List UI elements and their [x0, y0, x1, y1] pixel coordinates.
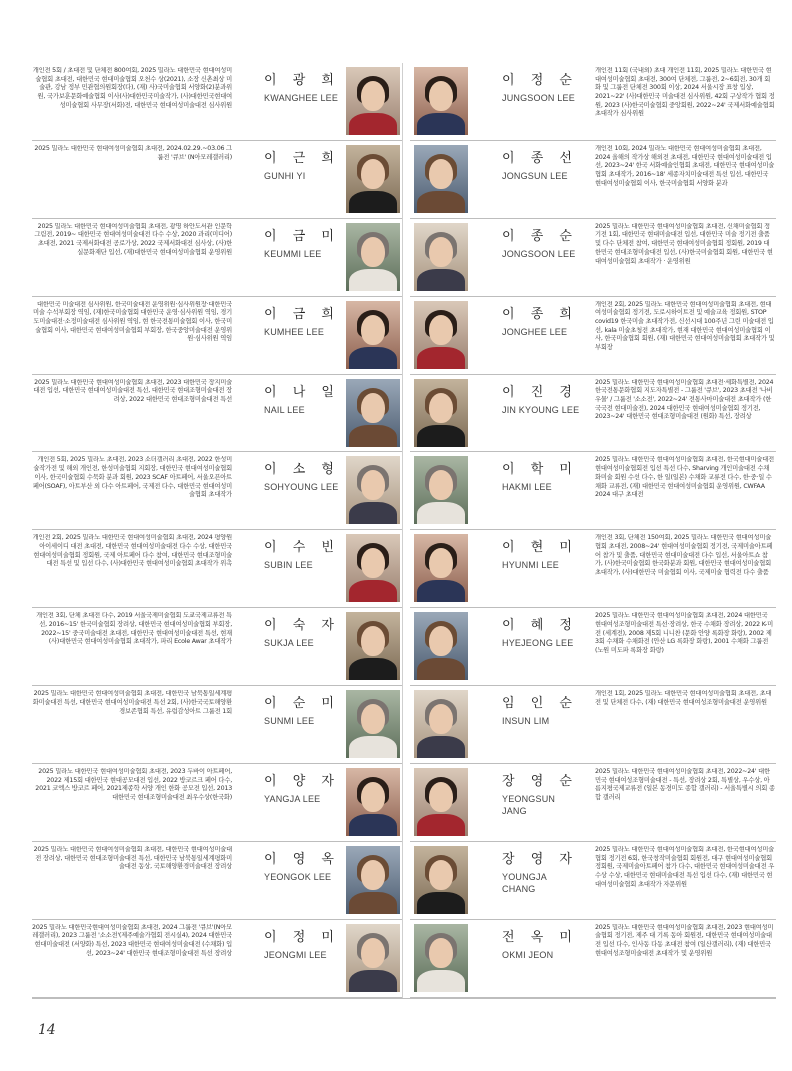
artist-bio: 개인전 3회, 단체 초대전 다수, 2019 서울국제미술협회 도쿄국제교류전 특선, 2016~15' 한국미술협회 장려상, 대한민국 현대여성미술협회 부회장, 2022~15' 중국미술대전 초대전, 대한민국 현대여성미술대전 특선, 현재 (사)대한민국 현대여성미술협회 초대작가, 파리 Ecole Awar 초대작가: [36, 612, 232, 646]
artist-entry: [410, 375, 776, 453]
artist-name-english: HAKMI LEE: [502, 482, 552, 493]
artist-portrait-photo: [346, 67, 400, 135]
artist-entry: [410, 764, 776, 842]
artist-entry: [410, 920, 776, 998]
artist-name-english: JONGHEE LEE: [502, 326, 568, 337]
artist-name-block: [502, 926, 582, 961]
artist-name-korean: 이 진 경: [502, 384, 578, 400]
artist-name-block: [502, 458, 582, 493]
artist-name-korean: 이 소 형: [264, 462, 340, 478]
artist-bio: 2025 밀라노 대한민국 현대여성미술협회 초대전, 2023 두바이 아트페어, 2022 제15회 대한민국 현대공모대전 입선, 2022 방코르크 페어 다수, 2021 코엑스 방코르 페어, 2021제종학 서양 개인 한화 공모전 입선, 2013 대한민국 현대조형미술대전 최우수상(한국화): [35, 768, 232, 802]
artist-bio: 2025 밀라노 대한민국 현대여성미술협회 초대전, 광명 하안도서관 인문학 그림전, 2019~ 대한민국 현대여성미술대전 다수 수상, 2020 과리(미디어)초대전, 2021 국제서화대전 공로가상, 2022 국제서화대전 심사상, (사)한실문화재단 입선, (재)대한민국 현대여성미술협회 운영위원: [34, 222, 232, 256]
artist-bio: 2025 밀라노 대한민국 현대여성미술협회 초대전, 2024 대한민국 현대여성조형미술대전 특선·장려상, 한국 수채화 장려상, 2022 K-미전 (세계전), 2008 제5회 니니찬 (문화 안양 록화장 화랑), 2002 제3회 수채화 수채화전 (안산 LG 록화장 화랑), 2001 수채화 그룹전 (노원 미도파 록화장 화랑): [595, 612, 773, 654]
artist-name-block: [264, 692, 344, 727]
artist-name-block: [264, 614, 344, 649]
artist-name-korean: 이 숙 자: [264, 618, 340, 634]
artist-name-block: [264, 458, 344, 493]
artist-bio: 2025 밀라노 대한민국 현대여성미술협회 초대전, 2022~24' 대한민국 현대여성조형미술대전 - 특선, 장려상 2회, 특별상, 우수상, 아름지평국제교류전 (일본 동경미도 종합 갤러리) - 서울특별시 의회 종합 갤러리: [595, 768, 775, 802]
artist-entry: [32, 141, 402, 219]
artist-name-block: [502, 692, 582, 727]
artist-entry: [410, 219, 776, 297]
artist-name-block: [502, 225, 582, 260]
artist-portrait-photo: [414, 846, 468, 914]
artist-portrait-photo: [414, 145, 468, 213]
artist-entry: [32, 375, 402, 453]
artist-name-block: [264, 225, 344, 260]
artist-bio: 개인전 5회 / 초대전 및 단체전 800여회, 2025 밀라노 대한민국 현대여성미술협회 초대전, 대한민국 현대미술협회 오천수 상(2021), 소장 신촌최상 미술관, 강남 정부 민관협의원회장(다), (재) 사)국미술협회 서양화(2)분과위원, 국가보훈문화예술협회 이사(사)대한민국미술작가, (사)대한민국현대여성미술협회 사무장(서화)전, 대한민국 현대여성미술대전 심사위원: [32, 67, 232, 109]
artist-portrait-photo: [346, 690, 400, 758]
artist-name-korean: 이 영 옥: [264, 851, 340, 867]
artist-name-english: KWANGHEE LEE: [264, 93, 339, 103]
artist-entry: [410, 608, 776, 686]
artist-name-english: YANGJA LEE: [264, 794, 321, 805]
artist-name-english: YOUNGJA CHANG: [502, 871, 547, 895]
artist-portrait-photo: [414, 67, 468, 135]
artist-name-block: [502, 848, 582, 895]
artist-entry: [32, 686, 402, 764]
artist-name-english: SUKJA LEE: [264, 638, 314, 649]
artist-entry: [32, 219, 402, 297]
artist-name-english: INSUN LIM: [502, 716, 550, 727]
artist-entry: [32, 920, 402, 998]
directory-page: [32, 63, 776, 998]
artist-name-block: [264, 848, 344, 883]
artist-name-korean: 이 광 희: [264, 73, 340, 88]
artist-bio: 개인전 2회, 2025 밀라노 대한민국 현대여성미술협회 초대전, 현대여성미술협회 정기전, 도로시하이트전 및 예술교육 정회원, STOP covid19 한국미술 초대작가전, 신선시대 100주년 그린 미술대전 입선, kala 미술초청전 초대작가, 현재 대한민국 현대여성미술협회 이사, 한국미술협회 회원, (재) 대한민국 현대여성미술협회 초대작가 및 부회장: [595, 300, 775, 352]
artist-name-korean: 이 금 미: [264, 228, 340, 244]
artist-name-korean: 이 정 순: [502, 73, 578, 88]
artist-bio: 2025 밀라노 대한민국현대여성미술협회 초대전, 2024 그룹전 '큐브'(N아모레갤러리), 2023 그룹전 '소소전'(제주예술가협회 전시실4), 2024 대한민국 현대미술대전 (서양화) 특선, 2023 대한민국 현대여성미술대전 (수채화) 입선, 2023~24' 대한민국 현대조형미술대전 특선 장려상: [32, 923, 232, 957]
artist-name-english: HYUNMI LEE: [502, 560, 560, 571]
artist-portrait-photo: [346, 846, 400, 914]
artist-portrait-photo: [346, 223, 400, 291]
artist-name-block: [502, 536, 582, 571]
artist-bio: 2025 밀라노 대한민국 현대여성미술협회 초대전, 2023 현대여성미술협회 정기전, 제주 대 기록 동아 회원전, 대한민국 현대여성미술대전 입선 다수, 인사동 다동 초대전 참여 (일산갤러리), (재) 대한민국 현대여성조형미술대전 초대작가 및 운영위원: [595, 923, 774, 957]
left-column: [32, 63, 403, 998]
artist-portrait-photo: [346, 456, 400, 524]
artist-name-block: [502, 381, 582, 416]
artist-portrait-photo: [414, 690, 468, 758]
artist-entry: [410, 530, 776, 608]
artist-entry: [410, 297, 776, 375]
artist-name-english: YEONGSUN JANG: [502, 794, 556, 817]
artist-entry: [32, 297, 402, 375]
artist-name-english: GUNHI YI: [264, 170, 306, 181]
artist-name-korean: 이 양 자: [264, 774, 340, 790]
artist-name-english: JONGSUN LEE: [502, 170, 568, 181]
artist-name-english: JONGSOON LEE: [502, 248, 576, 259]
artist-name-block: [502, 303, 582, 338]
artist-portrait-photo: [414, 379, 468, 447]
artist-name-korean: 이 종 순: [502, 228, 578, 244]
artist-entry: [410, 686, 776, 764]
artist-portrait-photo: [346, 924, 400, 992]
artist-name-english: NAIL LEE: [264, 404, 305, 415]
artist-entry: [32, 63, 402, 141]
artist-bio: 2025 밀라노 대한민국 현대여성미술협회 초대전·세화특별전, 2024 한국전통문화협회 지도자특별전 - 그룹전 '큐브', 2023 초대전 '나비우물' / 그룹전 '소소전', 2022~24' 전통사마미술대전 초대작가 (한국국전 현대미술전), 2024 대한민국 현대여성미술협회 정기전, 2023~24' 대한민국 현대조형미술대전 (원화) 특선, 장려상: [595, 378, 774, 421]
artist-bio: 개인전 11회 (국내외) 초대 개인전 11회, 2025 밀라노 대한민국 현대여성미술협회 초대전, 300여 단체전, 그룹전, 2~6회전, 30개 회화 및 그룹전 단체전 300회 이상, 2024 서울시장 표창 입상, 2021~22' (사)대한민국 미술대전 심사위원, 42회 구상작가 협회 정원, 2023 (사)한국미술협회 중앙회원, 2022~24' 국제서화예술협회 초대작가 심사위원: [595, 67, 775, 118]
artist-name-block: [264, 147, 344, 182]
artist-bio: 개인전 3회, 단체전 150여회, 2025 밀라노 대한민국 현대여성미술협회 초대전, 2008~24' 현대여성미술협회 정기전, 국제미술아트페어 참가 및 출품, 대한민국 현대미술대전 다수 입선, 서울아트쇼 참가, (사)한국미술협회 한국화분과 회원, 대한민국 현대여성미술협회 초대작가, (사)대한민국 미술협회 이사, 국제미술 협력전 다수 출품: [595, 534, 773, 577]
artist-name-korean: 이 종 선: [502, 150, 578, 166]
artist-name-korean: 이 학 미: [502, 462, 578, 478]
artist-name-english: KEUMMI LEE: [264, 248, 322, 259]
artist-entry: [410, 452, 776, 530]
artist-bio: 2025 밀라노 대한민국 현대여성미술협회 초대전, 한국현대미술대전 현대여성미술협회전 입선 특선 다수, Sharving 개인미술대전 수채화미술 회원 수선 다수, 한 일(일본) 수채화 교류전 다수, 한·중·일 수채화 교류전, (재) 대한민국 현대여성미술협회 운영위원, CWFAA 2024 대구 초대전: [595, 456, 774, 499]
artist-name-block: [264, 69, 344, 104]
artist-name-korean: 이 순 미: [264, 696, 340, 712]
artist-name-english: KUMHEE LEE: [264, 326, 325, 337]
artist-bio: 개인전 5회, 2025 밀라노 초대전, 2023 소더갤러리 초대전, 2022 한성미술작가전 및 해외 개인전, 한성미술협회 지회장, 대한민국 현대여성미술협회 이사, 한국미술협회 수묵화 분과 회원, 2023 SCAF 아트페어, 서울오픈아트페어(SOAF), 아트부산 외 다수 아트페어, 국제전 다수, 대한민국 현대여성미술협회 초대작가: [32, 456, 232, 499]
artist-portrait-photo: [414, 223, 468, 291]
artist-name-korean: 이 금 희: [264, 306, 340, 322]
artist-portrait-photo: [346, 145, 400, 213]
artist-portrait-photo: [414, 768, 468, 836]
artist-name-korean: 이 수 빈: [264, 540, 340, 556]
artist-name-korean: 이 종 희: [502, 306, 578, 322]
artist-bio: 2025 밀라노 대한민국 현대여성미술협회 초대전, 대한민국 현대여성미술대전 장려상, 대한민국 현대조형미술대전 특선, 대한민국 남북통일세계평화미술대전 동상, 국토해양환경미술대전 장려상: [33, 845, 232, 871]
bottom-rule: [32, 998, 776, 999]
artist-name-korean: 이 나 일: [264, 384, 340, 400]
artist-bio: 개인전 2회, 2025 밀라노 대한민국 현대여성미술협회 초대전, 2024 평양원 아이세이디 대전 초대전, 대한민국 현대여성미술대전 다수 수상, 대한민국 현대여성미술협회 정회원, 국제 아트페어 다수 참여, 대한민국 현대조형미술대전 특선 및 입선 다수, (사)대한민국 현대여성미술협회 초대작가 위촉: [32, 534, 232, 568]
artist-bio: 대한민국 미술대전 심사위원, 한국미술대전 운영위원·심사위원장·대한민국미술 수석부회장 역임, (재)한국미술협회 대한민국 운영·심사위원 역임, 경기도미술대전·소정미술대전 심사위원 역임, 현 한국전통미술협회 이사, 한국미술협회 이사, 대한민국 현대여성미술협회 부회장, 한국중앙미술대전 운영위원·심사위원 역임: [32, 300, 232, 343]
artist-entry: [410, 842, 776, 920]
artist-portrait-photo: [414, 456, 468, 524]
artist-entry: [32, 608, 402, 686]
artist-portrait-photo: [414, 924, 468, 992]
artist-portrait-photo: [414, 612, 468, 680]
artist-name-block: [264, 536, 344, 571]
artist-name-block: [502, 614, 582, 649]
artist-name-korean: 이 근 희: [264, 150, 340, 166]
artist-portrait-photo: [414, 534, 468, 602]
artist-name-block: [264, 303, 344, 338]
artist-bio: 개인전 1회, 2025 밀라노 대한민국 현대여성미술협회 초대전, 초대전 및 단체전 다수, (재) 대한민국 현대여성조형미술대전 운영위원: [595, 690, 772, 706]
artist-portrait-photo: [414, 301, 468, 369]
artist-portrait-photo: [346, 534, 400, 602]
artist-entry: [32, 842, 402, 920]
artist-entry: [32, 530, 402, 608]
artist-name-english: JUNGSOON LEE: [502, 93, 575, 103]
artist-bio: 개인전 10회, 2024 밀라노 대한민국 현대여성미술협회 초대전, 2024 올해의 작가상 해외전 초대전, 대한민국 현대여성미술대전 입선, 2023~24' 한국 서화예술인협회 초대전, 대한민국 현대여성미술협회 초대작가, 2016~18' 세종자치미술대전 특선 입선, 대한민국 현대여성미술협회 이사, 한국미술협회 서양화 분과: [595, 144, 775, 187]
artist-name-block: [264, 770, 344, 805]
artist-name-english: SUBIN LEE: [264, 560, 313, 571]
artist-name-english: SOHYOUNG LEE: [264, 482, 339, 493]
artist-name-korean: 이 현 미: [502, 540, 578, 556]
artist-bio: 2025 밀라노 대한민국 현대여성미술협회 초대전, 2023 대한민국 장지미술대전 입선, 대한민국 현대여성미술대전 특선, 대한민국 현대조형미술대전 장려상, 2022 대한민국 현대조형미술대전 특선: [33, 378, 232, 403]
artist-name-korean: 장 영 자: [502, 851, 578, 867]
artist-bio: 2025 밀라노 대한민국 현대여성미술협회 초대전, 신채미술협회 정기전 1회, 대한민국 현대미술대전 입선, 대한민국 미술 정기전 출품 및 다수 단체전 참여, 대한민국 현대여성미술협회 정회원, 2019 대한민국 현대조형미술대전 입선, (사)한국미술협회 회원, 대한민국 현대여성미술협회 초대작가 · 운영위원: [595, 222, 773, 265]
artist-portrait-photo: [346, 768, 400, 836]
artist-name-block: [502, 770, 582, 817]
artist-name-korean: 임 인 순: [502, 696, 578, 712]
artist-name-block: [264, 926, 344, 961]
artist-name-block: [502, 147, 582, 182]
artist-portrait-photo: [346, 612, 400, 680]
artist-entry: [32, 764, 402, 842]
artist-portrait-photo: [346, 301, 400, 369]
artist-name-korean: 전 옥 미: [502, 929, 578, 945]
artist-name-korean: 이 혜 정: [502, 618, 578, 634]
right-column: [410, 63, 776, 998]
artist-bio: 2025 밀라노 대한민국 현대여성미술협회 초대전, 대한민국 남북통일세계평화미술대전 특선, 대한민국 현대여성미술대전 특선 2회, (사)한국국토해양환경보존협회 특선, 유럽감성아트 그룹전 1회: [32, 690, 232, 715]
artist-bio: 2025 밀라노 대한민국 현대여성미술협회 초대전, 2024.02.29.~03.06 그룹전 '큐브' (N아모레갤러리): [34, 144, 232, 161]
artist-name-english: YEONGOK LEE: [264, 871, 332, 882]
artist-portrait-photo: [346, 379, 400, 447]
artist-name-korean: 장 영 순: [502, 774, 578, 790]
artist-entry: [32, 452, 402, 530]
artist-bio: 2025 밀라노 대한민국 현대여성미술협회 초대전, 한국현대여성미술협회 정기전 6회, 한국창작미술협회 회원전, 대구 현대여성미술협회 정회원, 국제미술아트페어 참가 다수, 대한민국 현대여성미술대전 우수상 수상, 대한민국 현대미술대전 특선 입선 다수, (재) 대한민국 현대여성미술협회 초대작가 자문위원: [595, 845, 775, 888]
page-number: 14: [38, 1022, 56, 1038]
artist-name-block: [502, 69, 582, 104]
artist-name-english: OKMI JEON: [502, 949, 554, 960]
artist-name-english: JIN KYOUNG LEE: [502, 404, 580, 415]
artist-name-block: [264, 381, 344, 416]
artist-entry: [410, 141, 776, 219]
artist-entry: [410, 63, 776, 141]
artist-name-english: SUNMI LEE: [264, 716, 315, 727]
artist-name-korean: 이 정 미: [264, 929, 340, 945]
artist-name-english: HYEJEONG LEE: [502, 638, 574, 649]
artist-name-english: JEONGMI LEE: [264, 949, 327, 960]
